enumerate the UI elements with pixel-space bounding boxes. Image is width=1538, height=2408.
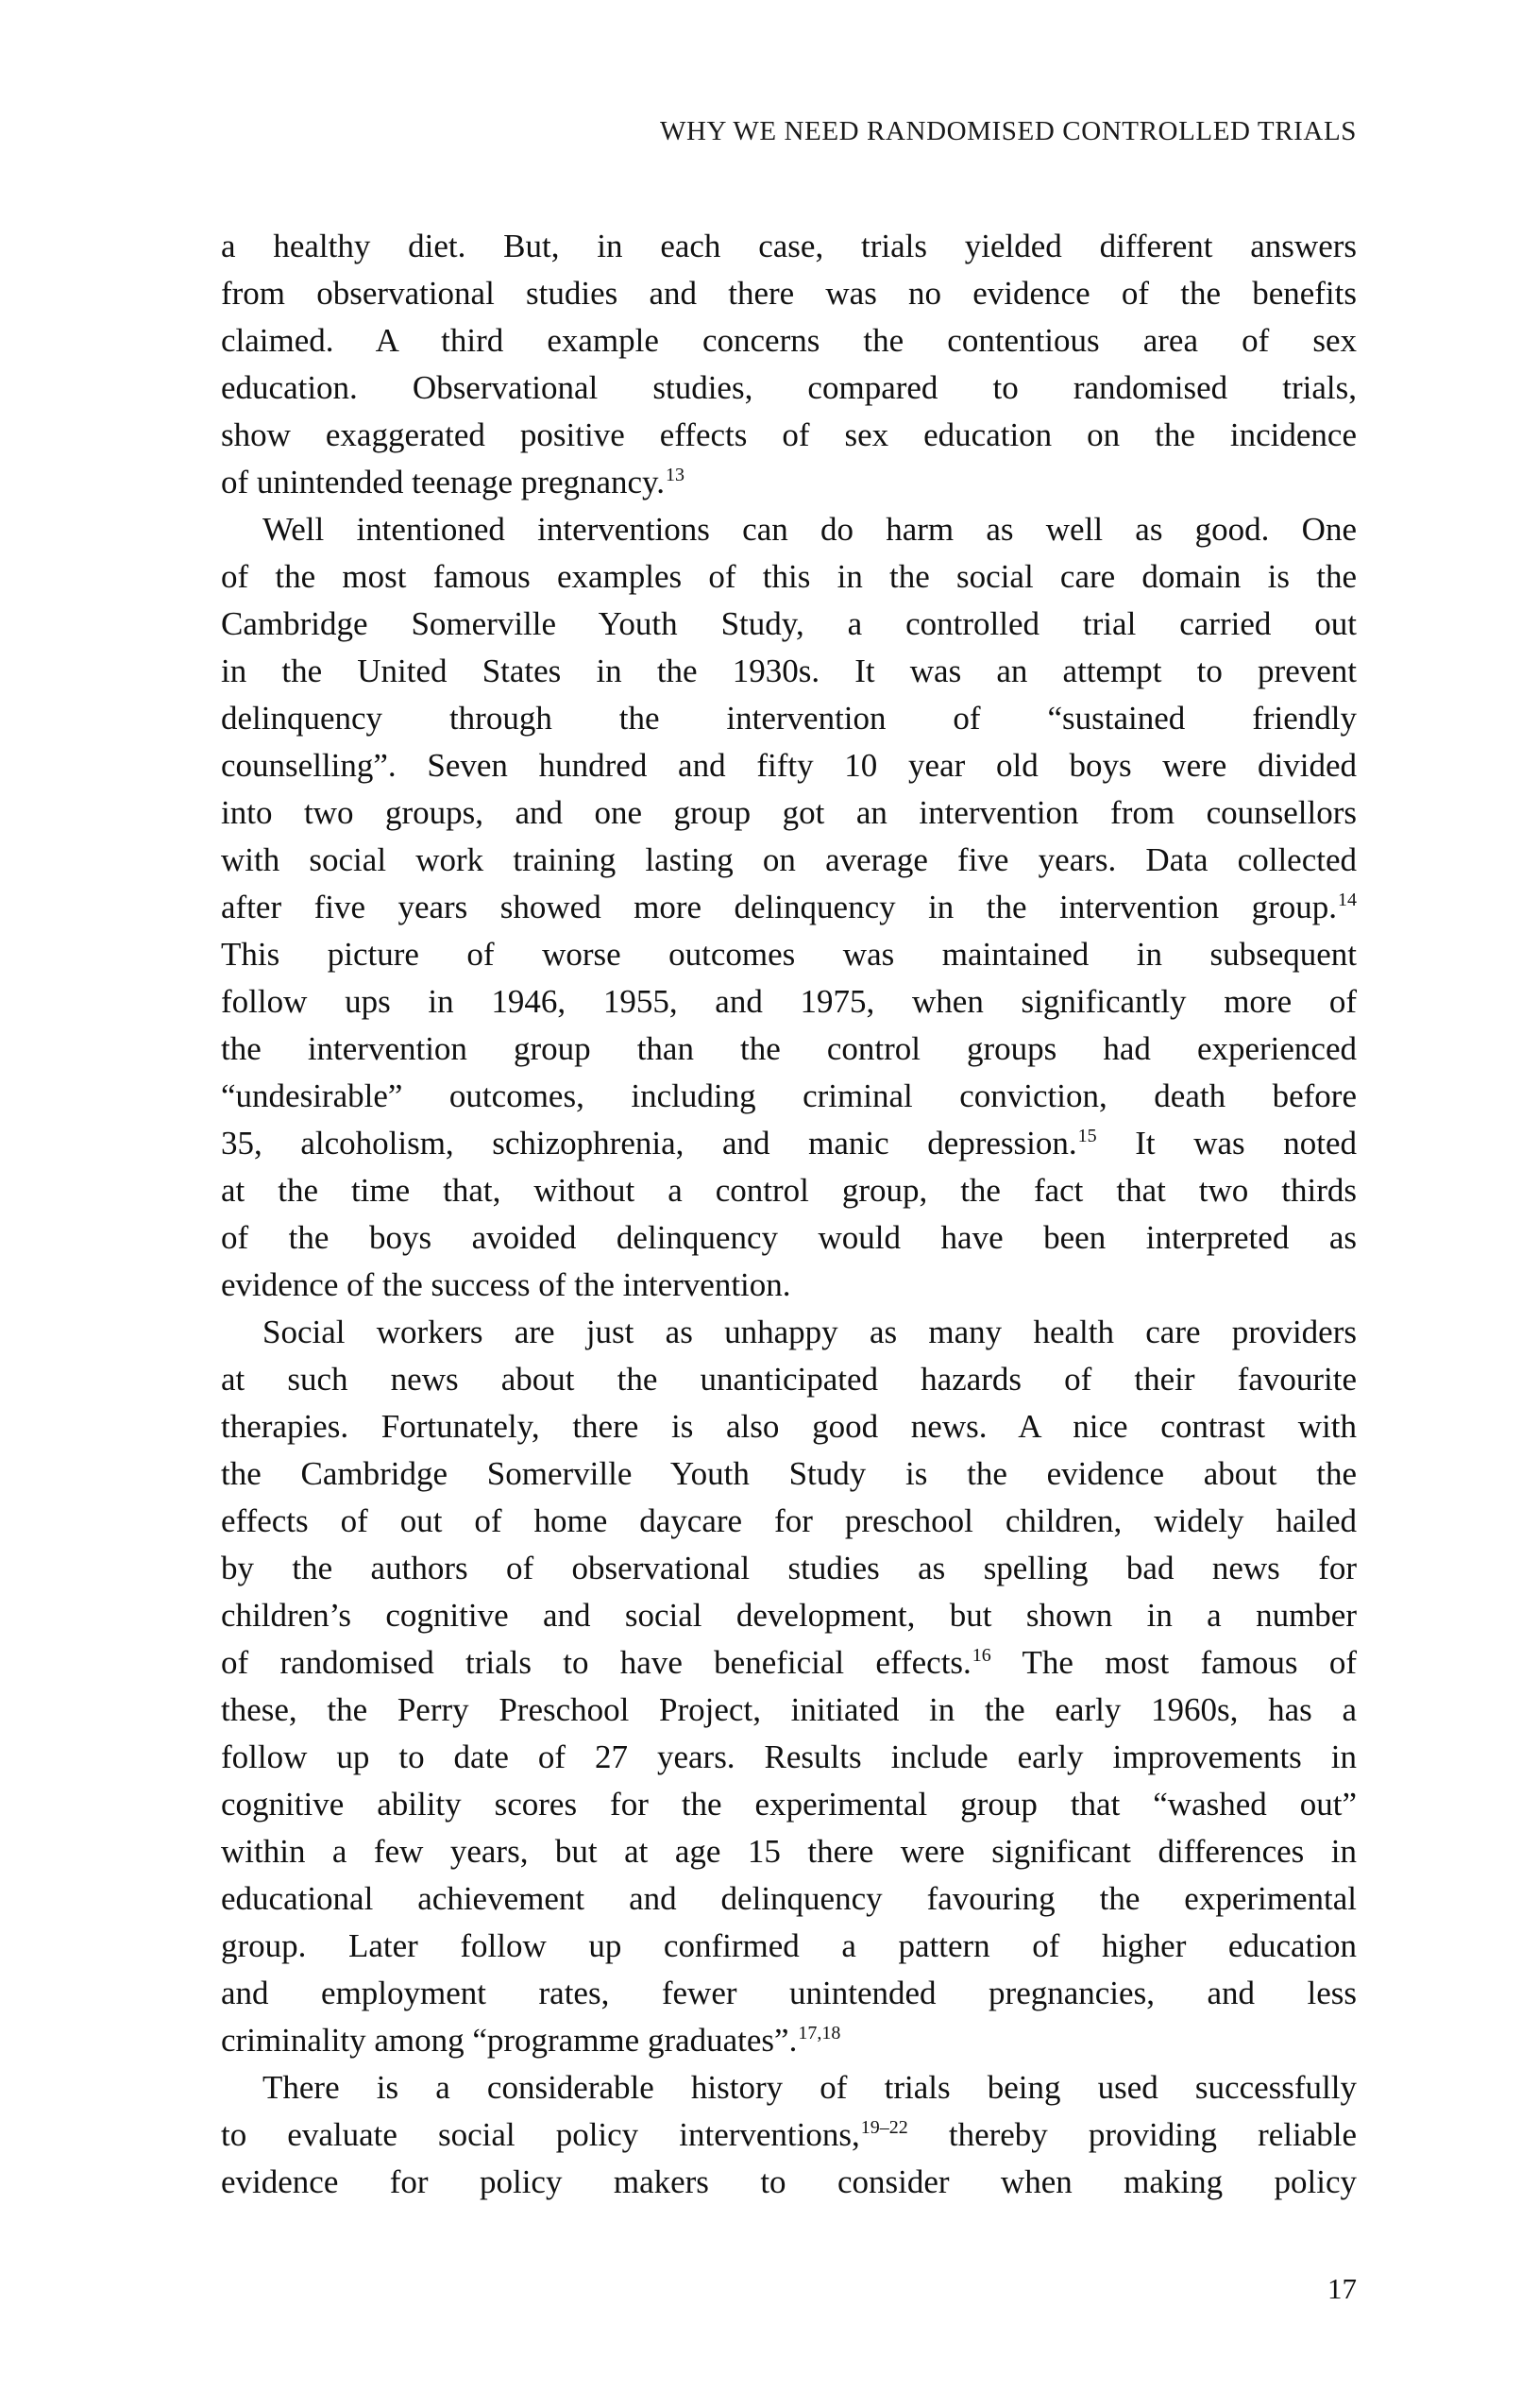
text-segment: the Cambridge Somerville Youth Study is the evidence about the <box>221 1455 1357 1492</box>
text-line <box>221 789 1357 837</box>
text-line <box>221 1875 1357 1923</box>
text-segment: these, the Perry Preschool Project, initiated in the early 1960s, has a <box>221 1691 1357 1728</box>
text-segment: counselling”. Seven hundred and fifty 10 year old boys were divided <box>221 747 1357 784</box>
text-segment: “undesirable” outcomes, including criminal conviction, death before <box>221 1077 1357 1114</box>
text-segment: of randomised trials to have beneficial effects. <box>221 1644 972 1681</box>
text-segment: from observational studies and there was no evidence of the benefits <box>221 275 1357 312</box>
text-line <box>221 1309 1357 1356</box>
text-segment: cognitive ability scores for the experimental group that “washed out” <box>221 1786 1357 1823</box>
text-line <box>221 1923 1357 1970</box>
text-line <box>221 601 1357 648</box>
footnote-reference: 19–22 <box>860 2117 908 2138</box>
page-number: 17 <box>1327 2272 1357 2305</box>
text-line <box>221 270 1357 317</box>
text-line <box>221 1970 1357 2017</box>
text-line <box>221 553 1357 601</box>
text-line <box>221 1498 1357 1545</box>
text-line <box>221 1214 1357 1262</box>
text-line <box>221 2017 1357 2064</box>
text-line <box>221 506 1357 553</box>
text-line <box>221 365 1357 412</box>
text-line <box>221 742 1357 789</box>
text-segment: the intervention group than the control groups had experienced <box>221 1030 1357 1067</box>
text-line <box>221 1828 1357 1875</box>
text-line <box>221 931 1357 978</box>
body-text <box>221 223 1357 2206</box>
text-line <box>221 884 1357 931</box>
text-line <box>221 1592 1357 1639</box>
text-segment: follow up to date of 27 years. Results include early improvements in <box>221 1738 1357 1775</box>
text-segment: of the most famous examples of this in the social care domain is the <box>221 558 1357 595</box>
text-segment: thereby providing reliable <box>907 2116 1357 2153</box>
paragraph <box>221 506 1357 1309</box>
text-segment: evidence for policy makers to consider when making policy <box>221 2163 1357 2200</box>
text-segment: delinquency through the intervention of “sustained friendly <box>221 700 1357 737</box>
text-segment: educational achievement and delinquency favouring the experimental <box>221 1880 1357 1917</box>
text-segment: with social work training lasting on average five years. Data collected <box>221 841 1357 878</box>
text-segment: and employment rates, fewer unintended pregnancies, and less <box>221 1975 1357 2011</box>
text-line <box>221 1073 1357 1120</box>
text-line <box>221 1403 1357 1450</box>
text-line <box>221 223 1357 270</box>
text-segment: children’s cognitive and social development, but shown in a number <box>221 1597 1357 1634</box>
paragraph <box>221 223 1357 506</box>
text-segment: It was noted <box>1096 1125 1357 1162</box>
text-line <box>221 1120 1357 1167</box>
text-segment: within a few years, but at age 15 there were significant differences in <box>221 1833 1357 1870</box>
text-segment: of unintended teenage pregnancy. <box>221 464 666 500</box>
text-segment: therapies. Fortunately, there is also good news. A nice contrast with <box>221 1408 1357 1445</box>
text-segment: criminality among “programme graduates”. <box>221 2022 798 2059</box>
footnote-reference: 15 <box>1077 1126 1097 1146</box>
text-segment: education. Observational studies, compared to randomised trials, <box>221 369 1357 406</box>
text-line <box>221 1450 1357 1498</box>
text-segment: Cambridge Somerville Youth Study, a controlled trial carried out <box>221 605 1357 642</box>
text-segment: by the authors of observational studies as spelling bad news for <box>221 1550 1357 1586</box>
text-segment: Social workers are just as unhappy as many health care providers <box>262 1314 1357 1350</box>
footnote-reference: 16 <box>972 1645 991 1666</box>
text-segment: a healthy diet. But, in each case, trials yielded different answers <box>221 228 1357 264</box>
text-segment: This picture of worse outcomes was maintained in subsequent <box>221 936 1357 973</box>
text-segment: at such news about the unanticipated hazards of their favourite <box>221 1361 1357 1398</box>
text-line <box>221 1687 1357 1734</box>
text-line <box>221 1167 1357 1214</box>
paragraph <box>221 2064 1357 2206</box>
text-segment: follow ups in 1946, 1955, and 1975, when significantly more of <box>221 983 1357 1020</box>
text-line <box>221 2159 1357 2206</box>
text-line <box>221 1734 1357 1781</box>
text-line <box>221 1262 1357 1309</box>
text-segment: There is a considerable history of trials being used successfully <box>262 2069 1357 2106</box>
text-segment: to evaluate social policy interventions, <box>221 2116 860 2153</box>
text-line <box>221 1026 1357 1073</box>
text-line <box>221 648 1357 695</box>
text-segment: evidence of the success of the intervention. <box>221 1266 791 1303</box>
text-line <box>221 695 1357 742</box>
text-segment: The most famous of <box>990 1644 1357 1681</box>
text-line <box>221 978 1357 1026</box>
footnote-reference: 17,18 <box>798 2023 841 2043</box>
text-segment: show exaggerated positive effects of sex education on the incidence <box>221 416 1357 453</box>
text-line <box>221 2064 1357 2111</box>
text-line <box>221 1356 1357 1403</box>
text-line <box>221 1639 1357 1687</box>
text-segment: effects of out of home daycare for preschool children, widely hailed <box>221 1502 1357 1539</box>
text-line <box>221 1781 1357 1828</box>
text-line <box>221 317 1357 365</box>
text-segment: of the boys avoided delinquency would have been interpreted as <box>221 1219 1357 1256</box>
text-segment: in the United States in the 1930s. It was an attempt to prevent <box>221 653 1357 689</box>
text-line <box>221 2111 1357 2159</box>
text-segment: into two groups, and one group got an intervention from counsellors <box>221 794 1357 831</box>
text-line <box>221 837 1357 884</box>
text-line <box>221 459 1357 506</box>
text-segment: claimed. A third example concerns the contentious area of sex <box>221 322 1357 359</box>
text-line <box>221 1545 1357 1592</box>
text-segment: at the time that, without a control group, the fact that two thirds <box>221 1172 1357 1209</box>
footnote-reference: 14 <box>1338 890 1357 910</box>
running-head: WHY WE NEED RANDOMISED CONTROLLED TRIALS <box>660 116 1357 146</box>
footnote-reference: 13 <box>666 465 685 485</box>
text-segment: group. Later follow up confirmed a pattern of higher education <box>221 1927 1357 1964</box>
text-segment: 35, alcoholism, schizophrenia, and manic depression. <box>221 1125 1077 1162</box>
paragraph <box>221 1309 1357 2064</box>
text-segment: Well intentioned interventions can do harm as well as good. One <box>262 511 1357 548</box>
text-segment: after five years showed more delinquency in the intervention group. <box>221 889 1337 925</box>
text-line <box>221 412 1357 459</box>
